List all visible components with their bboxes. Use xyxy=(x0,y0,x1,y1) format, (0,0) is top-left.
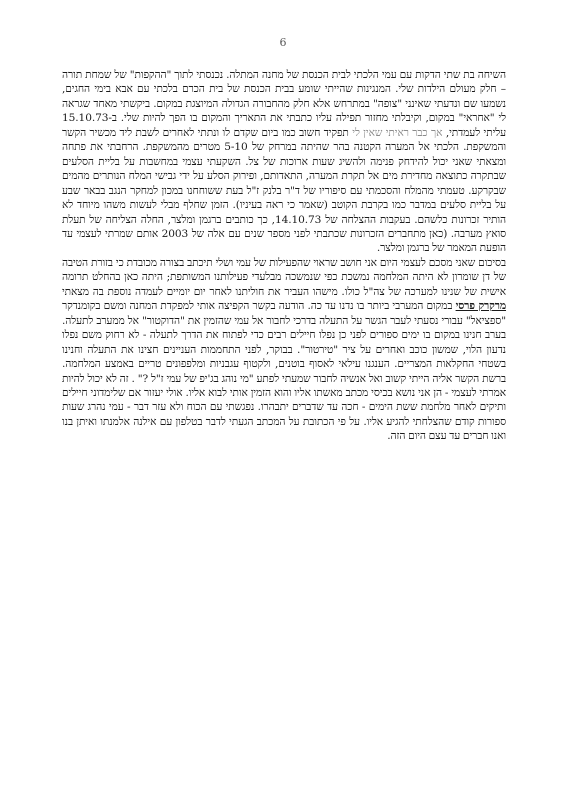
text-run: במקום המערבי ביותר בו נדנו עד כה. הודעה בקשר הקפיצה אותי למפקדת המחנה ומשם בקומנדקר "ספציאל" עבורי נסעתי לעבר הגשר על התעלה בדרכי לחבור אל עמי שהזמין את "הדוקטור" אל ממערב לתעלה. בערב חנינו במקום בו ימים ספורים לפני כן נפלו חיילים רבים כדי לפתוח את הדרך לתעלה - לא רחוק משם נפלו נדעון הלוי, שמשון כוכב ואחרים על ציר "טירטור". בבוקר, לפני התחממות העניינים חצינו את התעלה וחנינו בשטחי החקלאות המצריים. הענגנו עילאי לאסוף בוטנים, ולקטוף עגבניות ומלפפונים טריים באמצע המלחמה. ברשת הקשר אליה הייתי קשוב ואל אנשיה לחבור שמעתי לפתע "מי נוהג בג'יפ של עמי ז"ל ?" . זה לא יכול להיות אמרתי לעצמי - הן אני נושא בכיסי מכתב מאשתו אליו והוא הזמין אותי לבוא אליו. אולי יעזור אם שלימדוני חיילים ותיקים לאחר מלחמת ששת הימים - חכה עד שדברים יתבהרו. נפגשתי עם הכוח ולא עזר דבר - עמי נהרג שעות ספורות קודם שהצלחתי להגיע אליו. על פי הכתובת על המכתב הגעתי לדבר בטלפון עם אילנה אלמנתו ואיתן בנו ואנו חברים עד עצם היום הזה. xyxy=(62,300,506,443)
text-run: תפקיד חשוב כמו ביום שקדם לו ונתתי לאחרים לשבת ליד מכשיר הקשר והמשקפת. הלכתי אל המערה הקטנה בהר שהיתה במרחק של 5-10 מטרים מהמשקפת. הרחבתי את פתחה ומצאתי שאני יכול להידחק פנימה ולהשיג שעות ארוכות של צל. השקעתי עצמי במחשבות על בליית הסלעים שבתקרה כתוצאה מחדירת מים אל תקרת המערה, התאדותם, ופירוק הסלע על ידי גבישי המלח הנותרים מהמים שבקרקע. טעמתי מהמלח והסכמתי עם סיפוריו של ד"ר בלנק ז"ל בעת ששוחחנו במכון למחקר הנגב בבאר שבע על בליית סלעים במדבר כמו בקרבת הקוטב (שאמר כי ראה בעיניו). הזמן שחלף מבלי לעשות משהו מיוחד לא הותיר זכרונות כלשהם. בעקבות ההצלחה של 14.10.73, כך כותבים ברגמן ומלצר, החלה הצליחה של תעלת סואץ מערבה. (כאן מתחברים הזכרונות שכתבתי לפני מספר שנים עם אלה של 2003 אותם שמרתי לעצמי עד הופעת המאמר של ברגמן ומלצר. xyxy=(62,126,507,255)
text-run: בסיכום שאני מסכם לעצמי היום אני חושב שראוי שהפעילות של עמי ושלי תיכתב בצורה מכובדת כי בזורת הטיבה של דן שומרון לא היתה המלחמה נמשכת כפי שנמשכה מבלעדי פעילותנו המשותפת; היתה כאן בהחלט תרומה אישית של שנינו למערכה של צה"ל כולו. מישהו העביר את חוליתנו לאחר יום יומיים לעמדה נוספת בה מצאתי xyxy=(62,256,506,298)
paragraph xyxy=(62,256,506,444)
text-run: השיחה בת שתי הדקות עם עמי הלכתי לבית הכנסת של מחנה המתלה. נכנסתי לתוך "ההקפות" של שמחת תורה – חלק מעולם הילדות שלי. המנגינות שהייתי שומע בבית הכנסת של בית הכרם בלכתי עם אבא בימי החגים, נשמעו שם ונדעתי שאינני "צופה" במתרחש אלא חלק מהחבורה הגדולה המיוצגת במקום. ביקשתי מאחד שגראה לי "אחראי" במקום, וקיבלתי מחזור תפילה עליו כתבתי את התאריך והמקום בו הפך להיות שלי. ב-15.10.73 עליתי לעמדתי, xyxy=(62,69,506,139)
page-number: 6 xyxy=(279,36,287,49)
document-body xyxy=(62,68,506,444)
emphasized-text: מרקרק פרסי xyxy=(455,300,507,313)
emphasized-text: אך כבר ראיתי שאין לי xyxy=(352,126,443,139)
paragraph xyxy=(62,68,506,256)
